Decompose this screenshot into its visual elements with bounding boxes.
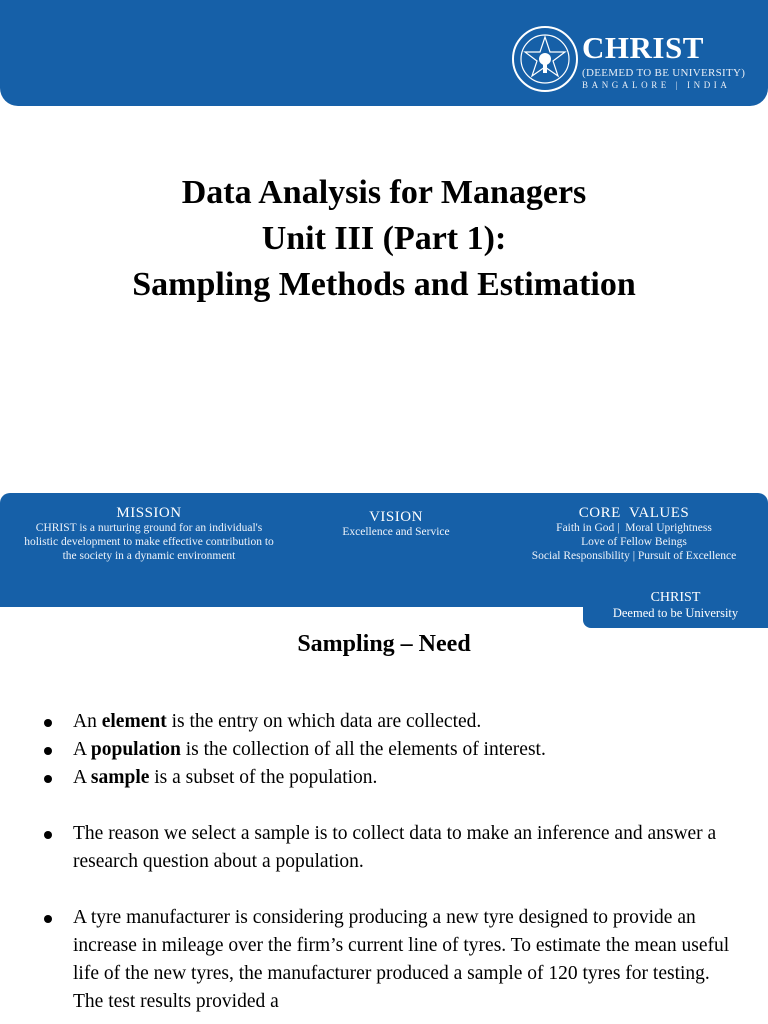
bullet-text: A xyxy=(73,739,91,760)
logo-subtitle: (DEEMED TO BE UNIVERSITY) xyxy=(582,67,746,79)
vision-text: Excellence and Service xyxy=(342,526,450,538)
slide-title-text xyxy=(0,170,768,308)
core-value-line: Social Responsibility | Pursuit of Excellence xyxy=(531,550,737,562)
bullet-term: element xyxy=(101,711,167,732)
list-item xyxy=(40,708,740,736)
vision-column xyxy=(320,509,472,539)
logo-city: BANGALORE | INDIA xyxy=(582,80,731,90)
bullet-text: is a subset of the population. xyxy=(149,767,378,788)
bullet-icon xyxy=(44,915,52,923)
mission-line: the society in a dynamic environment xyxy=(62,550,236,562)
bullet-text: is the entry on which data are collected. xyxy=(166,711,482,732)
bullet-text: An xyxy=(73,711,102,732)
vision-heading: VISION xyxy=(369,509,423,525)
bullet-icon xyxy=(44,719,52,727)
christ-logo xyxy=(510,24,760,96)
slide-heading: Sampling – Need xyxy=(297,631,471,657)
mission-line: CHRIST is a nurturing ground for an individual's xyxy=(35,522,263,534)
university-name: CHRIST xyxy=(650,590,701,605)
list-item xyxy=(40,736,740,764)
logo-name: CHRIST xyxy=(582,30,704,65)
slide-sampling-need xyxy=(0,608,768,1024)
bullet-text: A tyre manufacturer is considering producing a new tyre designed to provide an increase in mileage over the firm’s current line of tyres. To estimate the mean useful life of the new tyres, the manufacturer produced a sample of 120 tyres for testing. The test results provided a xyxy=(73,907,730,1012)
bullet-term: population xyxy=(90,739,181,760)
core-value-line: Love of Fellow Beings xyxy=(581,536,687,548)
core-value-line: Faith in God | Moral Uprightness xyxy=(556,522,712,534)
mission-column xyxy=(0,505,298,563)
bullet-text: A xyxy=(73,767,91,788)
university-seal-icon xyxy=(510,24,580,94)
bullet-text: is the collection of all the elements of interest. xyxy=(180,739,546,760)
bullet-icon xyxy=(44,831,52,839)
list-item xyxy=(40,820,740,876)
header-band xyxy=(0,0,768,106)
mission-heading: MISSION xyxy=(116,505,182,521)
university-subtitle: Deemed to be University xyxy=(612,606,739,620)
title-line-2: Unit III (Part 1): xyxy=(261,220,507,257)
bullet-icon xyxy=(44,775,52,783)
bullet-term: sample xyxy=(90,767,150,788)
mission-line: holistic development to make effective contribution to xyxy=(24,536,274,548)
list-item xyxy=(40,764,740,792)
core-values-column xyxy=(500,505,768,563)
bullet-icon xyxy=(44,747,52,755)
list-item xyxy=(40,904,740,1016)
title-line-3: Sampling Methods and Estimation xyxy=(132,266,636,303)
core-values-heading: CORE VALUES xyxy=(578,505,690,521)
bullet-list xyxy=(40,708,740,1016)
bullet-text: The reason we select a sample is to collect data to make an inference and answer a research question about a population. xyxy=(73,823,717,872)
title-line-1: Data Analysis for Managers xyxy=(181,174,587,211)
